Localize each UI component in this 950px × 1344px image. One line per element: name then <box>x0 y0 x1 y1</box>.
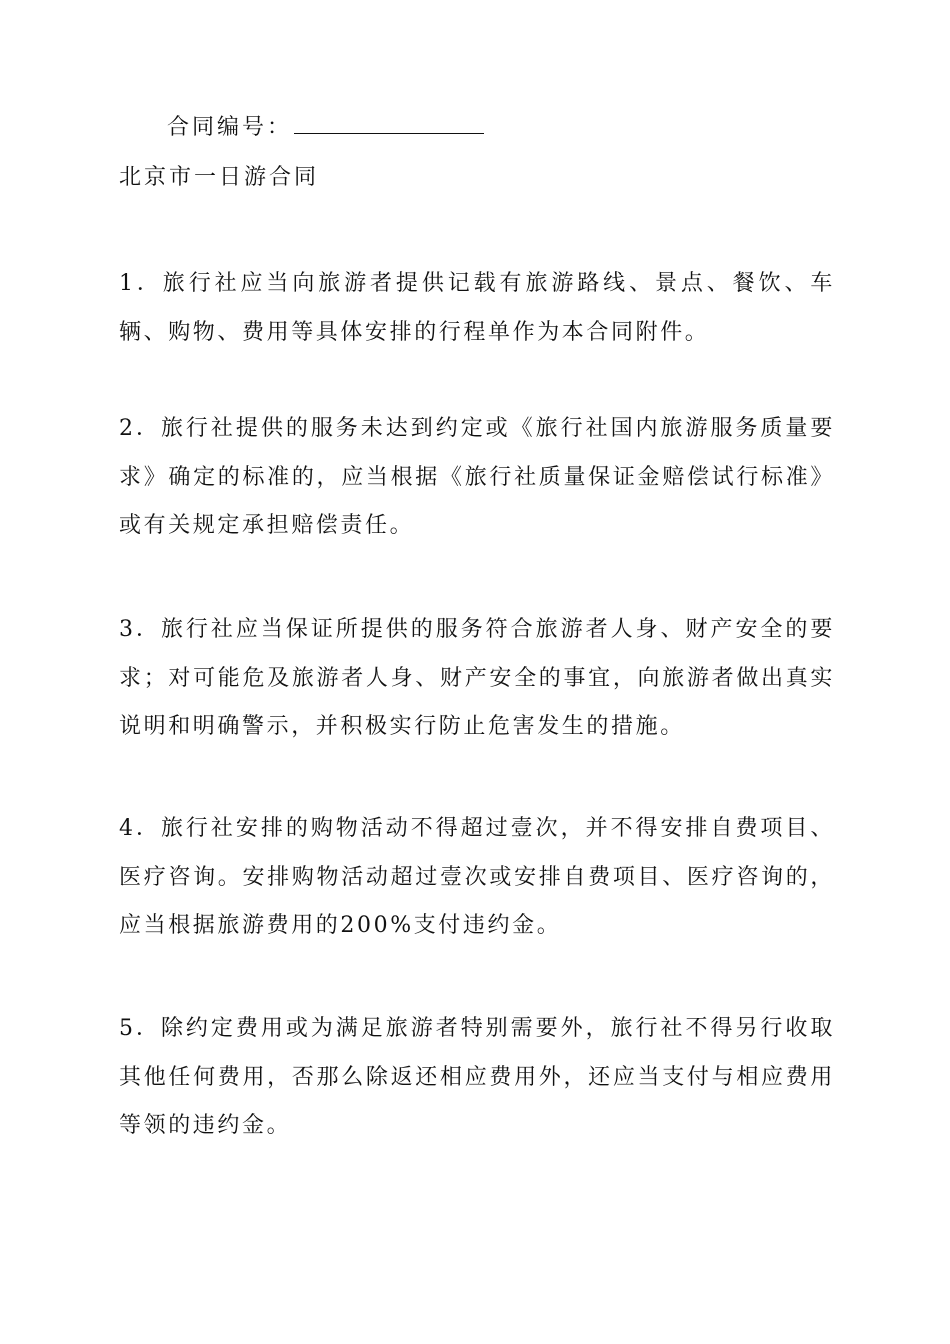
clause-1: 1．旅行社应当向旅游者提供记载有旅游路线、景点、餐饮、车辆、购物、费用等具体安排的行程单作为本合同附件。 <box>119 271 835 345</box>
contract-number-label: 合同编号： <box>167 115 293 140</box>
contract-number-blank <box>294 113 484 134</box>
document-title: 北京市一日游合同 <box>119 165 320 190</box>
contract-number-line <box>167 113 484 143</box>
clause-2: 2．旅行社提供的服务未达到约定或《旅行社国内旅游服务质量要求》确定的标准的，应当根据《旅行社质量保证金赔偿试行标准》或有关规定承担赔偿责任。 <box>119 416 835 538</box>
clause-3: 3．旅行社应当保证所提供的服务符合旅游者人身、财产安全的要求；对可能危及旅游者人身、财产安全的事宜，向旅游者做出真实说明和明确警示，并积极实行防止危害发生的措施。 <box>119 617 835 739</box>
clause-5: 5．除约定费用或为满足旅游者特别需要外，旅行社不得另行收取其他任何费用，否那么除返还相应费用外，还应当支付与相应费用等领的违约金。 <box>119 1016 835 1138</box>
clause-4: 4．旅行社安排的购物活动不得超过壹次，并不得安排自费项目、医疗咨询。安排购物活动超过壹次或安排自费项目、医疗咨询的，应当根据旅游费用的200%支付违约金。 <box>119 816 835 938</box>
